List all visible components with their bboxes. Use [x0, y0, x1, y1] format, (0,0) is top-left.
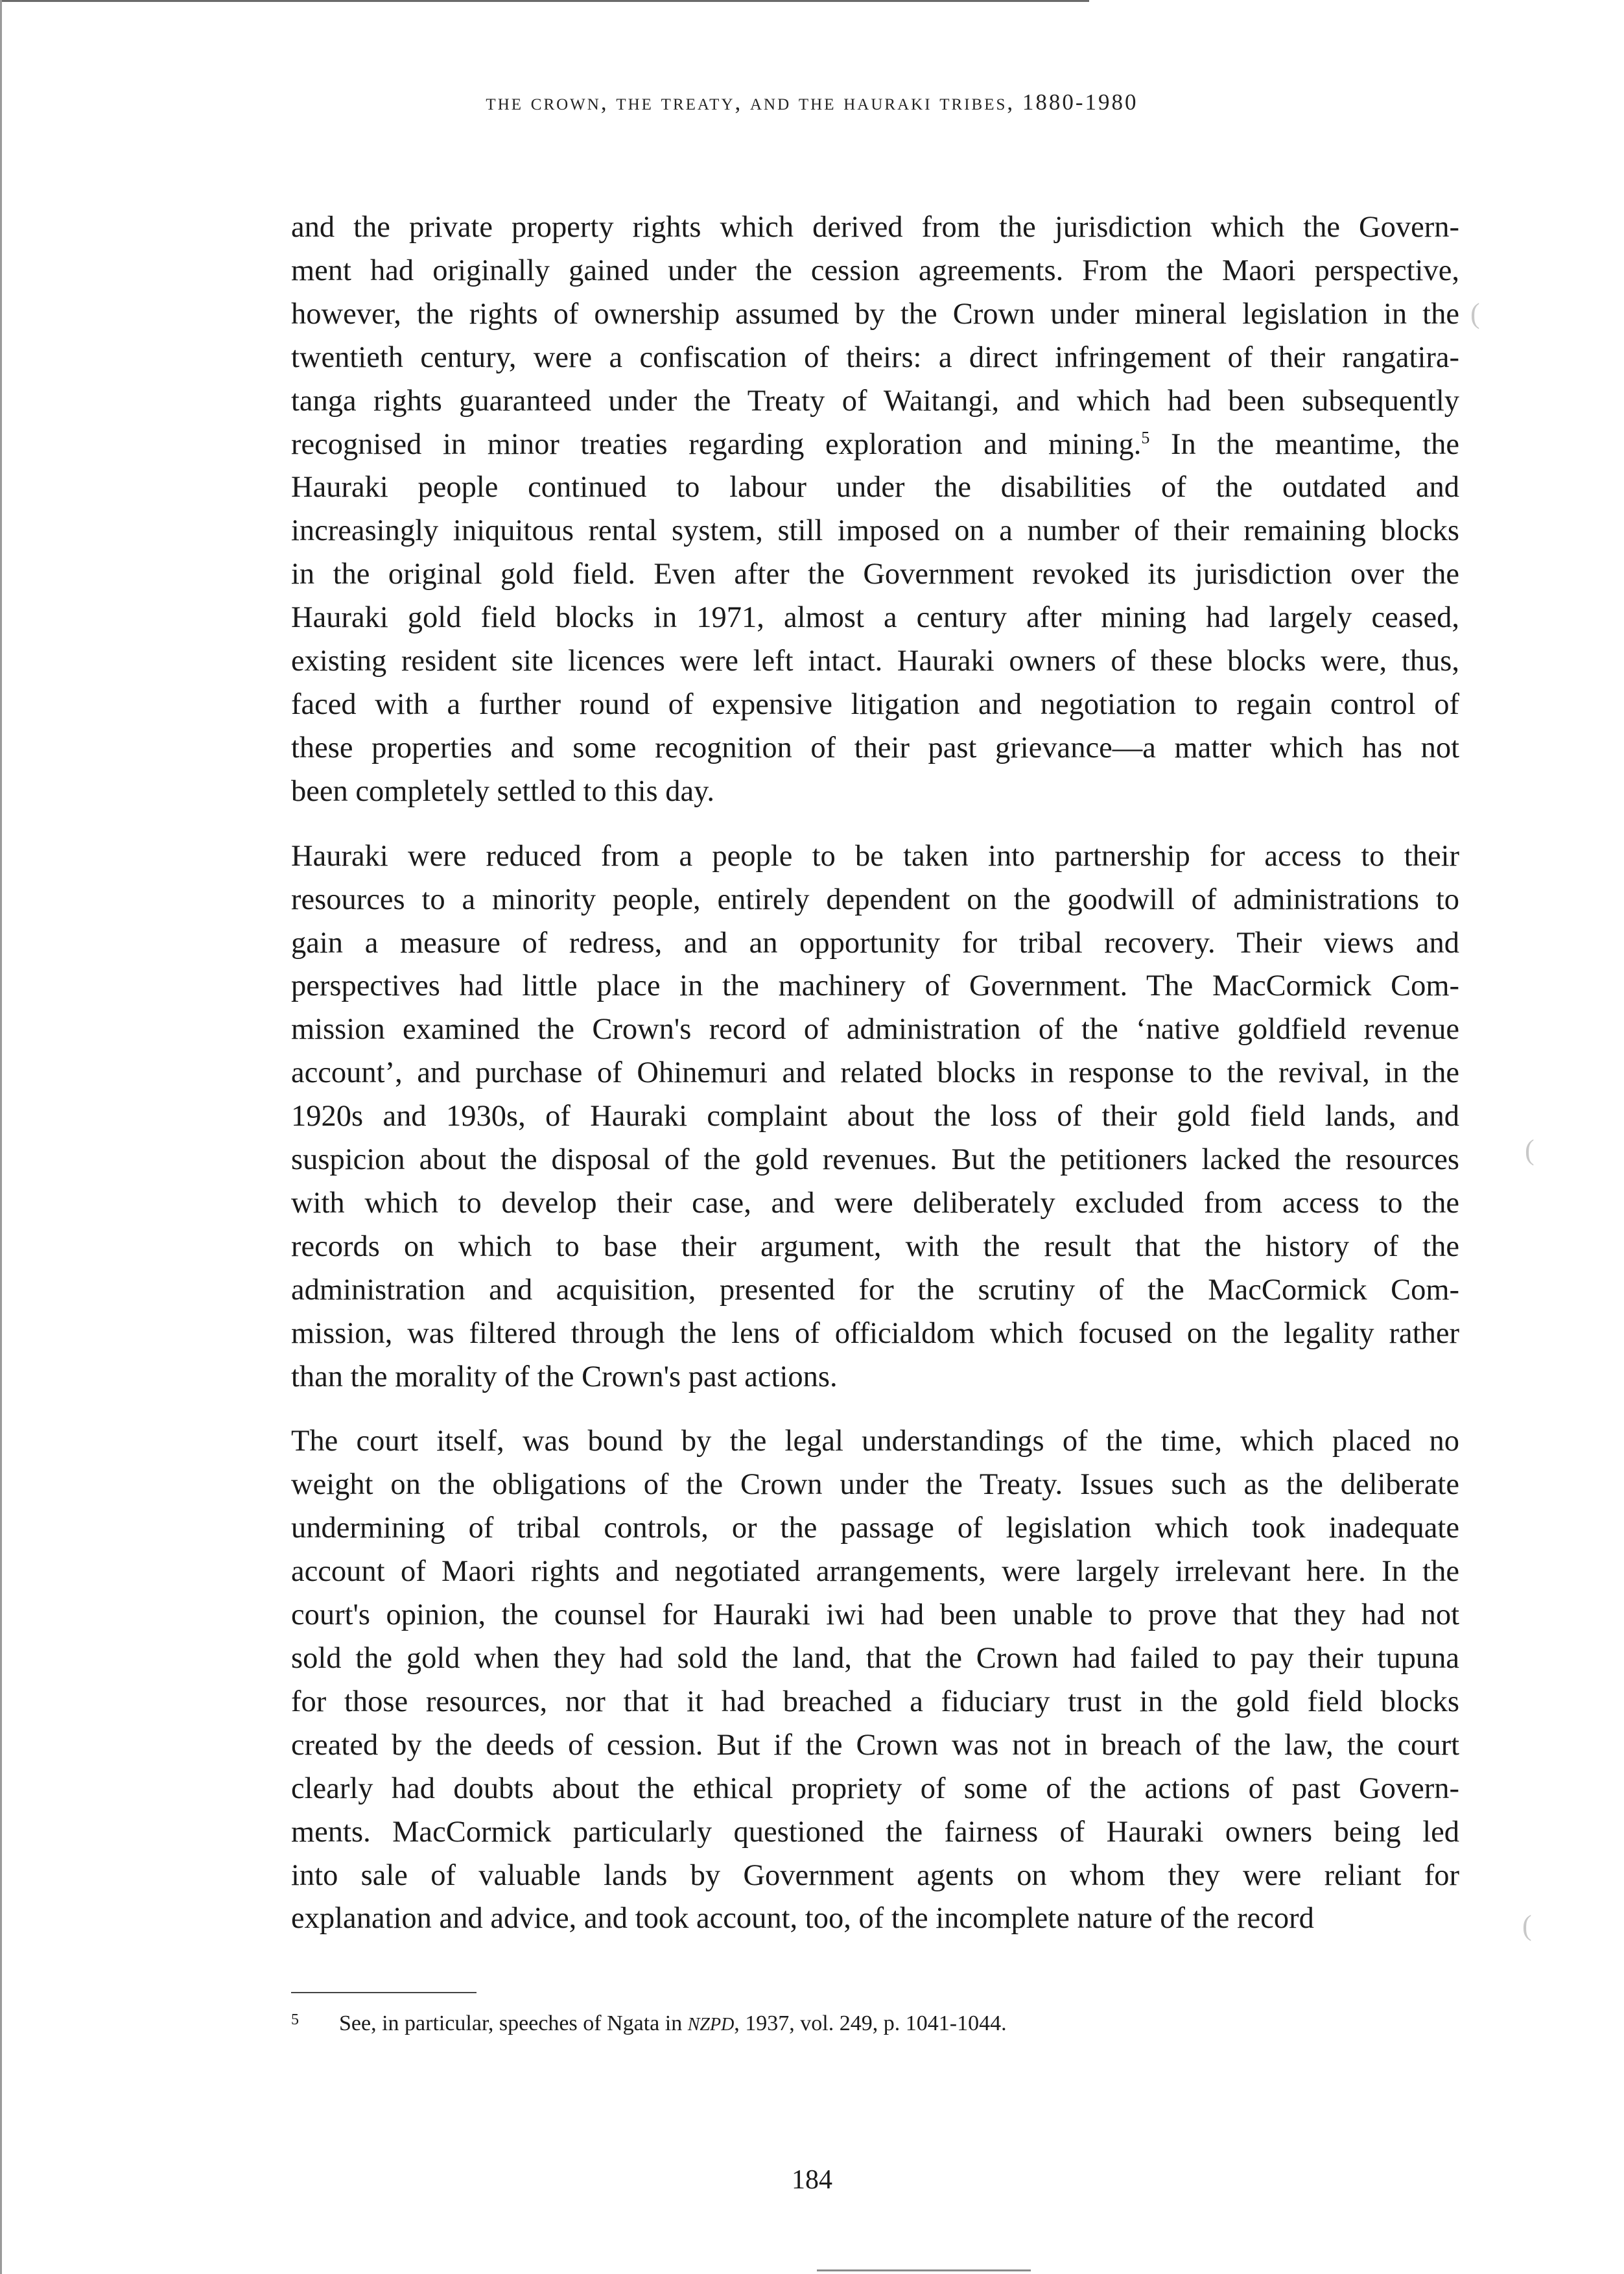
- text-line: undermining of tribal controls, or the passage of legislation which took inadequate: [291, 1511, 1459, 1545]
- text-line: Hauraki gold field blocks in 1971, almost a century after mining had largely ceased,: [291, 601, 1459, 635]
- scan-edge-top: [0, 0, 1089, 2]
- text-line: in the original gold field. Even after the Government revoked its jurisdiction over the: [291, 558, 1459, 591]
- text-line: explanation and advice, and took account, too, of the incomplete nature of the record: [291, 1902, 1314, 1936]
- text-line: twentieth century, were a confiscation of theirs: a direct infringement of their rangatira-: [291, 340, 1459, 374]
- text-line: resources to a minority people, entirely dependent on the goodwill of administrations to: [291, 882, 1459, 916]
- text-line: faced with a further round of expensive litigation and negotiation to regain control of: [291, 687, 1459, 721]
- text-line: perspectives had little place in the machinery of Government. The MacCormick Com-: [291, 969, 1459, 1003]
- text-line: administration and acquisition, presented for the scrutiny of the MacCormick Com-: [291, 1273, 1459, 1307]
- footnote-number: 5: [291, 2011, 299, 2028]
- body-text: [291, 206, 1459, 1962]
- text-line: court's opinion, the counsel for Hauraki iwi had been unable to prove that they had not: [291, 1598, 1459, 1632]
- text-line: these properties and some recognition of their past grievance—a matter which has not: [291, 731, 1459, 764]
- text-line: [291, 423, 1459, 467]
- margin-mark: (: [1522, 1910, 1532, 1941]
- text-line: ments. MacCormick particularly questioned the fairness of Hauraki owners being led: [291, 1815, 1459, 1849]
- footnote-reference[interactable]: 5: [1141, 428, 1150, 447]
- text-line: records on which to base their argument, with the result that the history of the: [291, 1229, 1459, 1263]
- scan-edge-bottom: [817, 2269, 1031, 2271]
- text-line: however, the rights of ownership assumed by the Crown under mineral legislation in the: [291, 297, 1459, 331]
- text-line: 1920s and 1930s, of Hauraki complaint about the loss of their gold field lands, and: [291, 1100, 1459, 1133]
- text-line: The court itself, was bound by the legal understandings of the time, which placed no: [291, 1425, 1459, 1458]
- paragraph: [291, 206, 1459, 814]
- text-line: and the private property rights which derived from the jurisdiction which the Govern-: [291, 211, 1459, 244]
- text-line: account of Maori rights and negotiated arrangements, were largely irrelevant here. In the: [291, 1555, 1459, 1589]
- text-line: for those resources, nor that it had breached a fiduciary trust in the gold field blocks: [291, 1685, 1459, 1718]
- footnote-rule: [291, 1992, 477, 1993]
- footnote-text-after: , 1937, vol. 249, p. 1041-1044.: [734, 2011, 1007, 2035]
- margin-mark: (: [1525, 1134, 1535, 1166]
- scan-edge-left: [0, 0, 2, 2274]
- page-number: 184: [792, 2165, 832, 2195]
- text-line: been completely settled to this day.: [291, 774, 714, 808]
- text-line: Hauraki were reduced from a people to be taken into partnership for access to their: [291, 839, 1459, 873]
- paragraph: [291, 835, 1459, 1399]
- text-line: tanga rights guaranteed under the Treaty of Waitangi, and which had been subsequently: [291, 384, 1459, 418]
- text-line: existing resident site licences were left intact. Hauraki owners of these blocks were, thus,: [291, 645, 1459, 678]
- text-line: with which to develop their case, and were deliberately excluded from access to the: [291, 1186, 1459, 1220]
- text-line: account’, and purchase of Ohinemuri and related blocks in response to the revival, in the: [291, 1056, 1459, 1090]
- footnote-text-before: See, in particular, speeches of Ngata in: [339, 2011, 688, 2035]
- text-line: suspicion about the disposal of the gold revenues. But the petitioners lacked the resources: [291, 1143, 1459, 1177]
- text-line: mission examined the Crown's record of administration of the ‘native goldfield revenue: [291, 1013, 1459, 1047]
- running-head: [0, 89, 1624, 115]
- text-line: weight on the obligations of the Crown under the Treaty. Issues such as the deliberate: [291, 1468, 1459, 1502]
- text-segment: recognised in minor treaties regarding exploration and mining.: [291, 427, 1142, 461]
- paragraph: [291, 1420, 1459, 1941]
- running-head-text: the crown, the treaty, and the hauraki tribes, 1880-1980: [486, 89, 1138, 115]
- text-line: Hauraki people continued to labour under the disabilities of the outdated and: [291, 471, 1459, 504]
- text-line: than the morality of the Crown's past actions.: [291, 1360, 838, 1393]
- text-line: ment had originally gained under the cession agreements. From the Maori perspective,: [291, 254, 1459, 287]
- footnote: [291, 2009, 1459, 2040]
- text-line: increasingly iniquitous rental system, still imposed on a number of their remaining blocks: [291, 514, 1459, 548]
- text-line: gain a measure of redress, and an opportunity for tribal recovery. Their views and: [291, 926, 1459, 960]
- text-line: sold the gold when they had sold the land, that the Crown had failed to pay their tupuna: [291, 1642, 1459, 1675]
- footnote-italic-source: NZPD: [687, 2015, 735, 2035]
- text-line: mission, was filtered through the lens of officialdom which focused on the legality rather: [291, 1316, 1459, 1350]
- text-line: created by the deeds of cession. But if the Crown was not in breach of the law, the court: [291, 1728, 1459, 1762]
- text-segment: In the meantime, the: [1149, 427, 1460, 461]
- margin-mark: (: [1470, 298, 1480, 329]
- text-line: into sale of valuable lands by Government agents on whom they were reliant for: [291, 1858, 1459, 1892]
- text-line: clearly had doubts about the ethical propriety of some of the actions of past Govern-: [291, 1771, 1459, 1805]
